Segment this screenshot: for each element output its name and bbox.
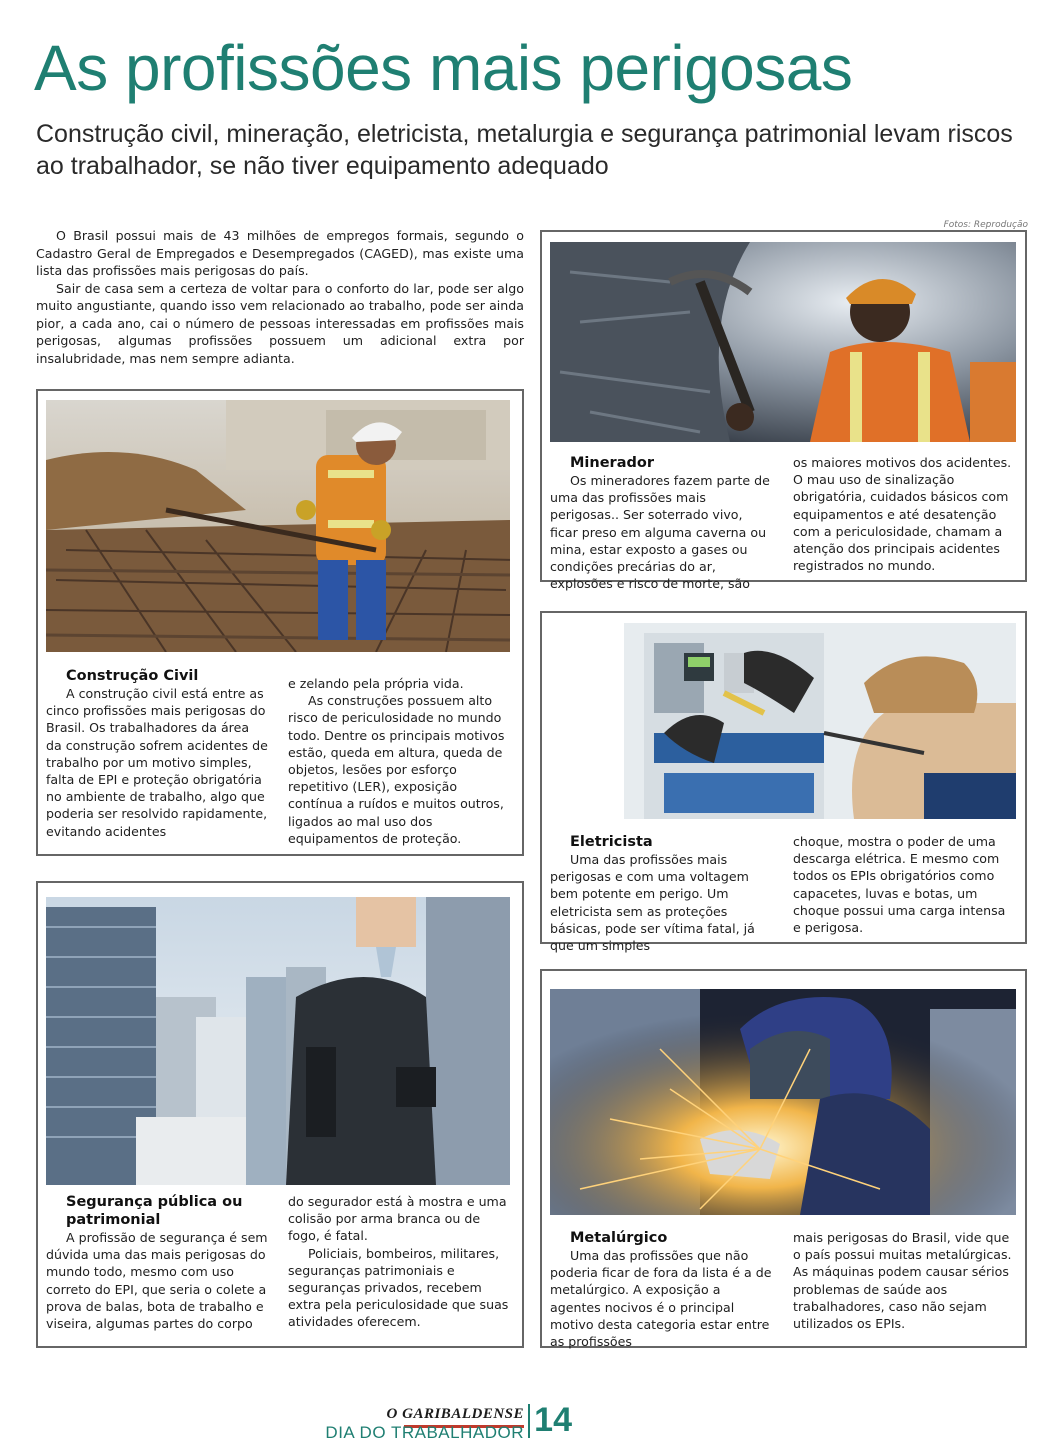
- article-paragraph: As construções possuem alto risco de periculosidade no mundo todo. Dentre os principais motivos estão, queda em altura, queda de objetos, lesões por esforço repetitivo (LER), exposição contínua a ruídos e muitos outros, ligados ao mal uso dos equipamentos de proteção.: [288, 693, 505, 846]
- article-columns: [550, 833, 1016, 954]
- page-divider: [528, 1404, 530, 1438]
- article-paragraph: Uma das profissões que não poderia ficar de fora da lista é a de metalúrgico. A exposição a agentes nocivos é o principal motivo desta categoria estar entre as profissões: [550, 1248, 772, 1350]
- intro-paragraph: Sair de casa sem a certeza de voltar para o conforto do lar, pode ser algo muito angustiante, quando isso vem relacionado ao trabalho, pode ser ainda pior, a cada ano, cai o número de pessoas interessadas em profissões mais perigosas, algumas profissões possuem um adicional extra por insalubridade, mas nem sempre adianta.: [36, 280, 524, 366]
- page-title: As profissões mais perigosas: [34, 32, 853, 104]
- article-paragraph: Os mineradores fazem parte de uma das profissões mais perigosas.. Ser soterrado vivo, ficar preso em alguma caverna ou mina, estar exposto a gases ou condições precárias do ar, explosões e risco de morte, são: [550, 473, 770, 592]
- article-heading: Segurança pública ou patrimonial: [66, 1194, 243, 1228]
- article-columns: [46, 667, 510, 847]
- security-guard-photo: [46, 897, 510, 1185]
- article-minerador: [540, 230, 1027, 592]
- miner-photo: [550, 242, 1016, 442]
- page-number: 14: [534, 1401, 572, 1439]
- article-paragraph: choque, mostra o poder de uma descarga elétrica. E mesmo com todos os EPIs obrigatórios como capacetes, luvas e botas, um choque possui uma carga intensa e perigosa.: [793, 834, 1006, 936]
- article-paragraph: A profissão de segurança é sem dúvida uma das mais perigosas do mundo todo, mesmo com uso correto do EPI, que seria o colete a prova de balas, bota de trabalho e viseira, algumas partes do corpo: [46, 1230, 268, 1332]
- article-paragraph: A construção civil está entre as cinco profissões mais perigosas do Brasil. Os trabalhadores da área da construção sofrem acidentes de trabalho por um motivo simples, falta de EPI e proteção obrigatória no ambiente de trabalho, algo que poderia ser resolvido rapidamente, evitando acidentes: [46, 686, 268, 839]
- article-paragraph: e zelando pela própria vida.: [288, 676, 464, 691]
- article-heading: Construção Civil: [66, 668, 199, 684]
- article-paragraph: Policiais, bombeiros, militares, seguranças patrimoniais e seguranças privados, recebem extra pela periculosidade que suas atividades oferecem.: [288, 1245, 509, 1330]
- article-metalurgico: [540, 969, 1027, 1348]
- article-paragraph: os maiores motivos dos acidentes. O mau uso de sinalização obrigatória, cuidados básicos com equipamentos e até desatenção com a periculosidade, chamam a atenção dos principais acidentes registrados no mundo.: [793, 455, 1012, 574]
- welder-photo: [550, 989, 1016, 1215]
- newspaper-brand: O GARIBALDENSE: [386, 1406, 524, 1422]
- article-construcao-civil: [36, 389, 524, 856]
- article-columns: [550, 1229, 1016, 1350]
- article-eletricista: [540, 611, 1027, 954]
- construction-worker-photo: [46, 400, 510, 652]
- article-columns: [46, 1193, 510, 1332]
- electrician-photo: [624, 623, 1016, 819]
- intro-paragraph: O Brasil possui mais de 43 milhões de empregos formais, segundo o Cadastro Geral de Empregados e Desempregados (CAGED), mas existe uma lista das profissões mais perigosas do país.: [36, 228, 524, 278]
- article-heading: Minerador: [570, 455, 654, 471]
- page-footer: [322, 1400, 572, 1442]
- article-paragraph: do segurador está à mostra e uma colisão por arma branca ou de fogo, é fatal.: [288, 1194, 507, 1244]
- article-heading: Metalúrgico: [570, 1230, 668, 1246]
- section-name: DIA DO TRABALHADOR: [325, 1423, 524, 1442]
- intro-text: [36, 227, 524, 367]
- photo-credit: Fotos: Reprodução: [943, 220, 1028, 230]
- article-paragraph: Uma das profissões mais perigosas e com uma voltagem bem potente em perigo. Um eletricista sem as proteções básicas, pode ser vítima fatal, já que um simples: [550, 852, 755, 954]
- article-seguranca: [36, 881, 524, 1348]
- article-columns: [550, 454, 1016, 592]
- article-heading: Eletricista: [570, 834, 653, 850]
- page-subtitle: Construção civil, mineração, eletricista, metalurgia e segurança patrimonial levam riscos ao trabalhador, se não tiver equipamento adequado: [36, 120, 1013, 180]
- article-paragraph: mais perigosas do Brasil, vide que o país possui muitas metalúrgicas. As máquinas podem causar sérios problemas de saúde aos trabalhadores, caso não sejam utilizados os EPIs.: [793, 1230, 1012, 1332]
